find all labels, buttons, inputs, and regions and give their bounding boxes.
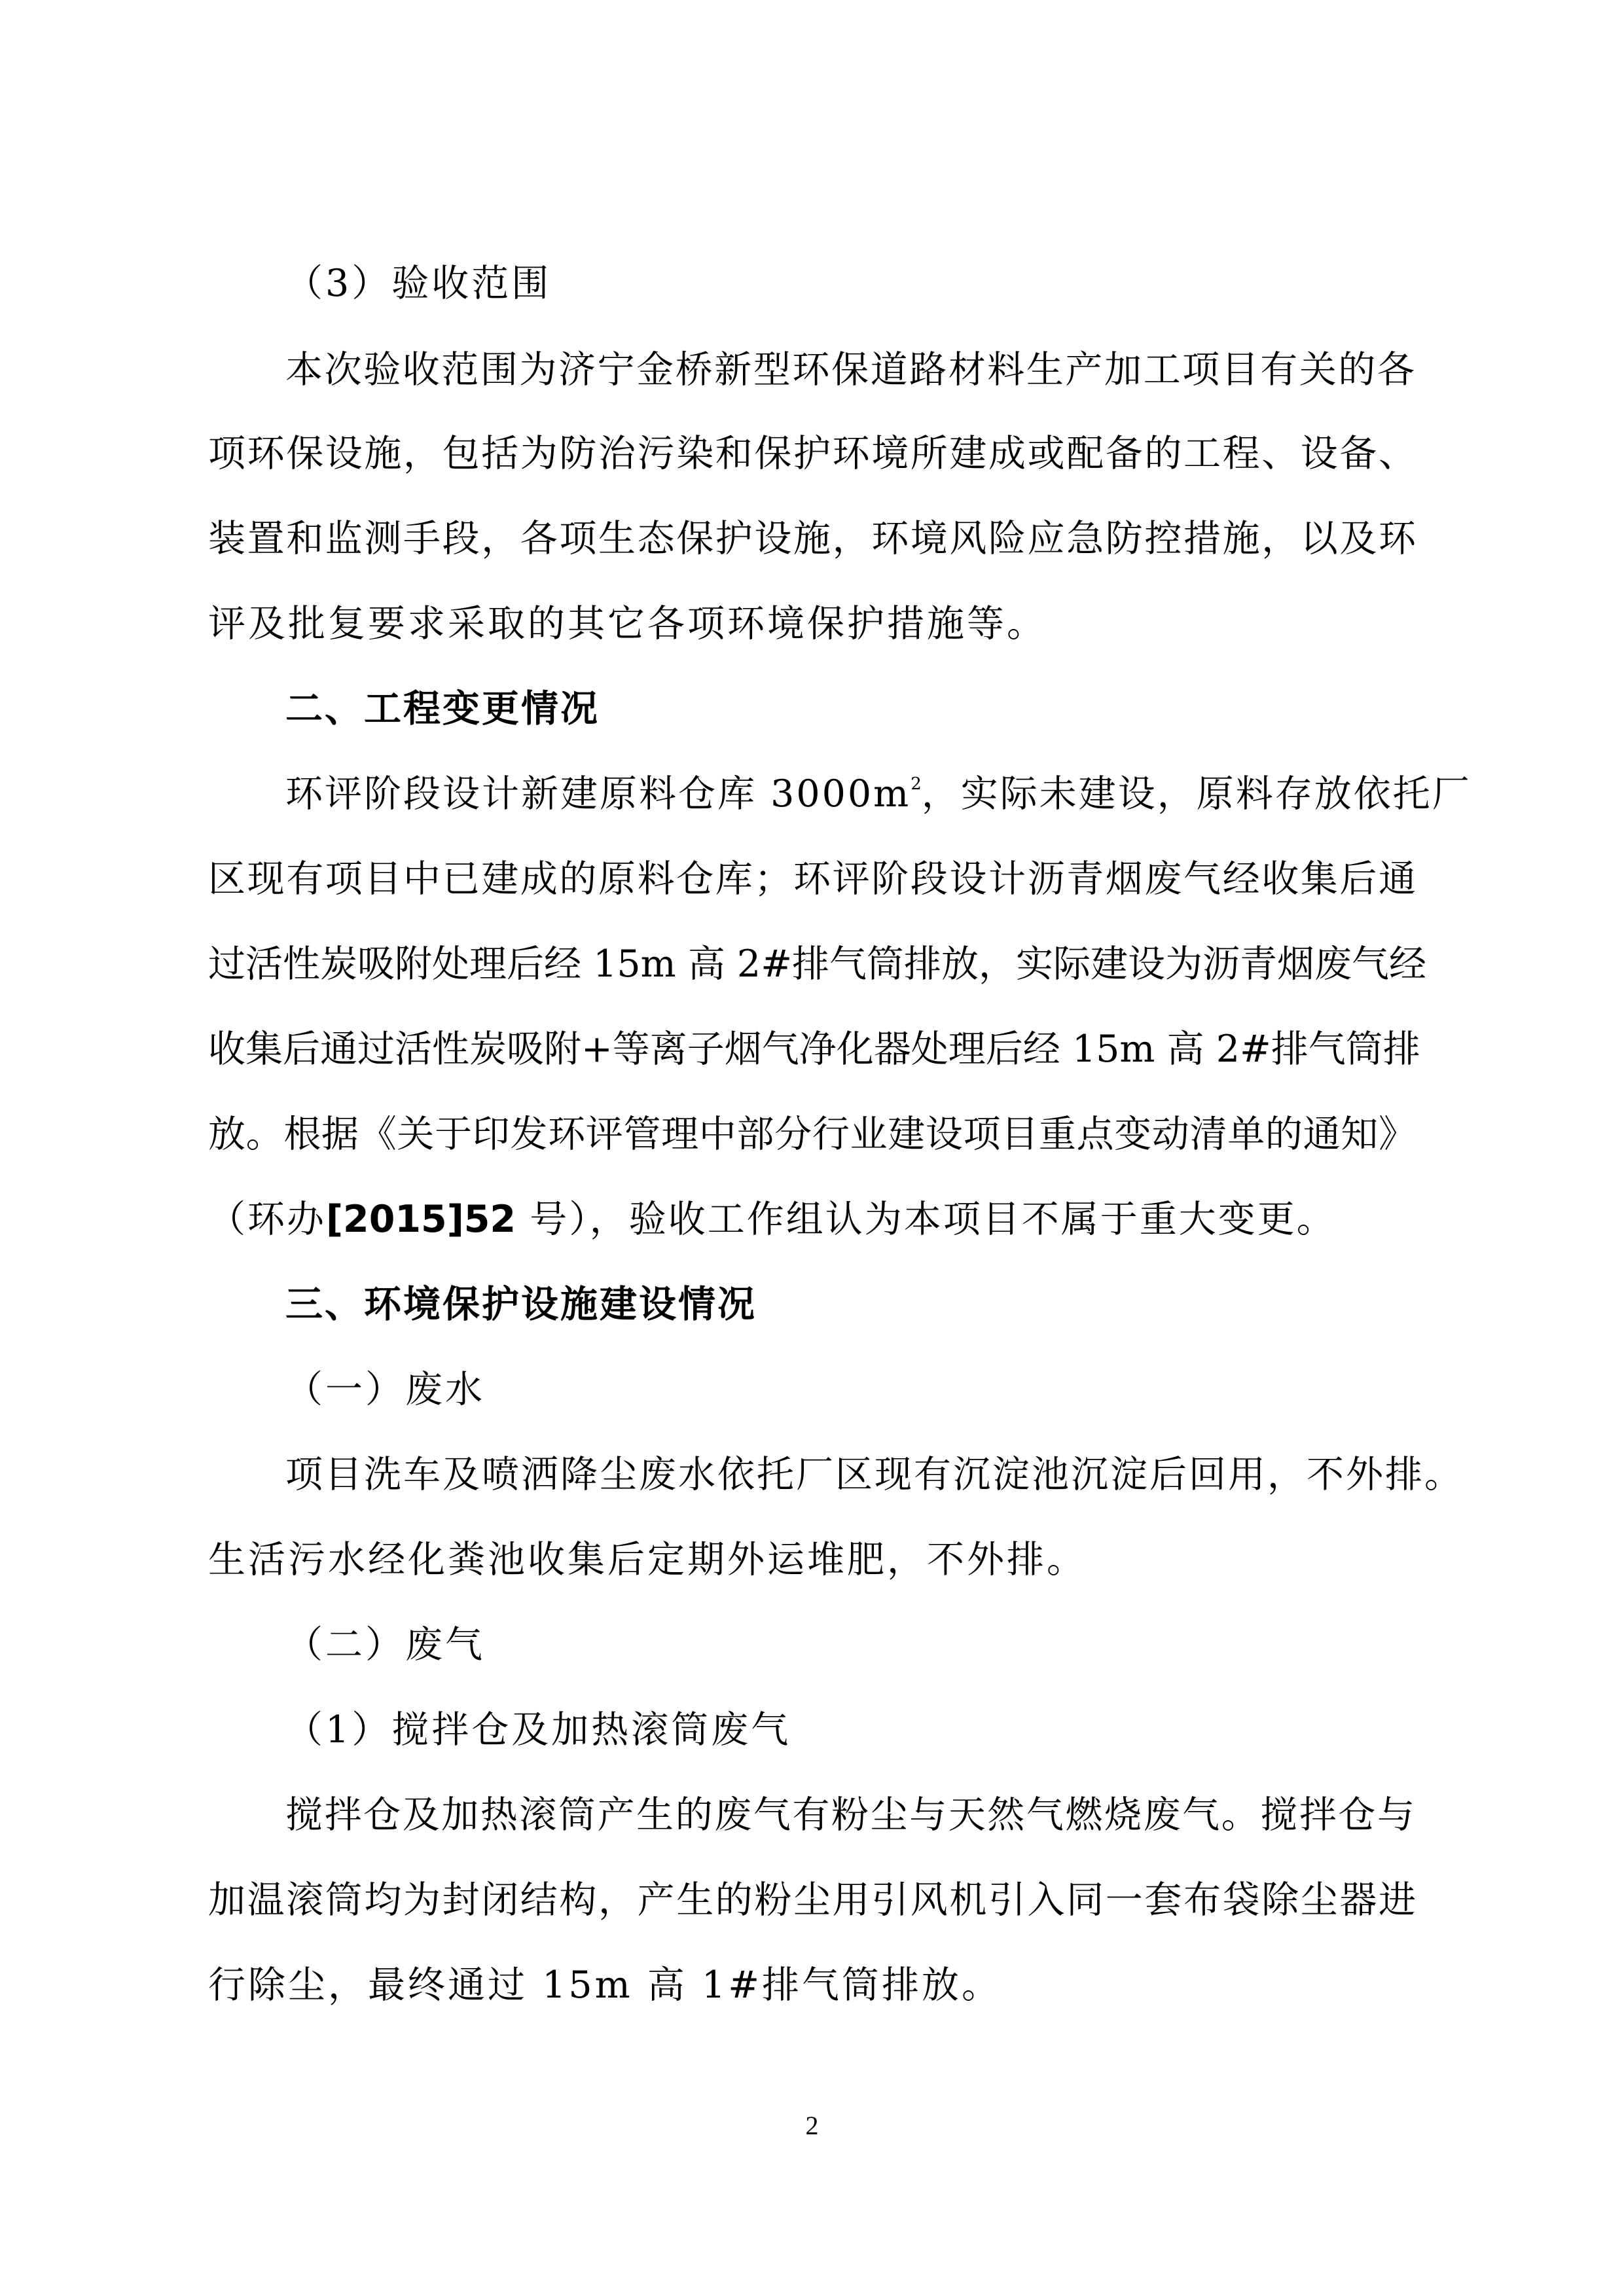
mixing-paragraph-line-2: 加温滚筒均为封闭结构，产生的粉尘用引风机引入同一套布袋除尘器进 xyxy=(208,1878,1416,1922)
wastewater-heading: （一）废水 xyxy=(285,1368,485,1411)
scope-paragraph-line-3: 装置和监测手段，各项生态保护设施，环境风险应急防控措施，以及环 xyxy=(208,517,1416,560)
scope-paragraph-line-4: 评及批复要求采取的其它各项环境保护措施等。 xyxy=(208,602,1047,645)
changes-paragraph-line-4: 收集后通过活性炭吸附+等离子烟气净化器处理后经 15m 高 2#排气筒排 xyxy=(208,1028,1420,1071)
changes-paragraph-line-6 xyxy=(208,1198,1336,1241)
mixing-paragraph-line-3: 行除尘，最终通过 15m 高 1#排气筒排放。 xyxy=(208,1964,1001,2007)
changes-last-close: 号），验收工作组认为本项目不属于重大变更。 xyxy=(516,1198,1336,1241)
wastewater-paragraph-line-1: 项目洗车及喷洒降尘废水依托厂区现有沉淀池沉淀后回用，不外排。 xyxy=(285,1453,1464,1496)
wastewater-paragraph-line-2: 生活污水经化粪池收集后定期外运堆肥，不外排。 xyxy=(208,1538,1087,1581)
document-number-bold: [2015]52 xyxy=(326,1198,516,1241)
changes-paragraph-line-3: 过活性炭吸附处理后经 15m 高 2#排气筒排放，实际建设为沥青烟废气经 xyxy=(208,942,1426,986)
scope-heading: （3）验收范围 xyxy=(285,262,552,305)
area-unit-superscript: 2 xyxy=(911,774,922,794)
changes-line1-rest: ，实际未建设，原料存放依托厂 xyxy=(921,772,1471,816)
changes-paragraph-line-2: 区现有项目中已建成的原料仓库；环评阶段设计沥青烟废气经收集后通 xyxy=(208,857,1416,901)
changes-paragraph-line-1 xyxy=(285,772,1471,816)
changes-line1-text: 环评阶段设计新建原料仓库 3000m xyxy=(285,772,911,816)
scope-paragraph-line-2: 项环保设施，包括为防治污染和保护环境所建成或配备的工程、设备、 xyxy=(208,432,1416,475)
mixing-paragraph-line-1: 搅拌仓及加热滚筒产生的废气有粉尘与天然气燃烧废气。搅拌仓与 xyxy=(285,1793,1415,1837)
changes-heading: 二、工程变更情况 xyxy=(285,687,600,730)
changes-last-open: （环办 xyxy=(208,1198,326,1241)
mixing-heading: （1）搅拌仓及加热滚筒废气 xyxy=(285,1708,791,1751)
facilities-heading: 三、环境保护设施建设情况 xyxy=(285,1283,757,1326)
page-number: 2 xyxy=(805,2111,819,2140)
changes-paragraph-line-5: 放。根据《关于印发环评管理中部分行业建设项目重点变动清单的通知》 xyxy=(208,1113,1416,1156)
exhaust-heading: （二）废气 xyxy=(285,1623,485,1666)
scope-paragraph-line-1: 本次验收范围为济宁金桥新型环保道路材料生产加工项目有关的各 xyxy=(285,348,1415,391)
